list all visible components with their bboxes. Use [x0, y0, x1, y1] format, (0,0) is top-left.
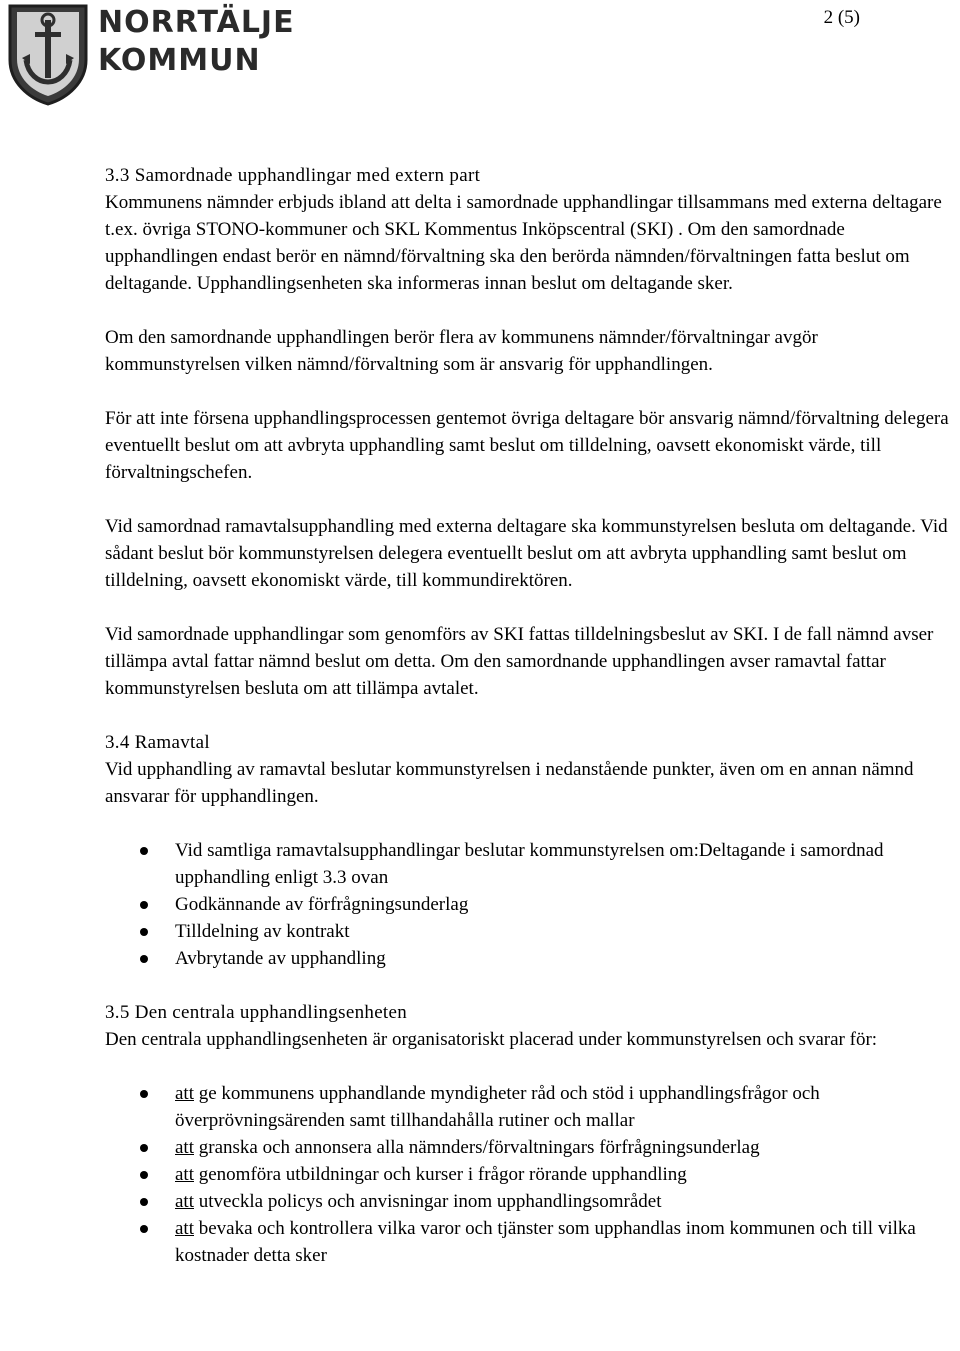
section-heading: 3.3 Samordnade upphandlingar med extern part — [105, 165, 481, 186]
page-number: 2 (5) — [823, 7, 860, 28]
list-item-text: Godkännande av förfrågningsunderlag — [175, 894, 469, 915]
bullet-icon — [140, 928, 148, 936]
list-item — [105, 891, 955, 918]
list-item — [105, 1080, 955, 1134]
list-item — [105, 1161, 955, 1188]
bullet-icon — [140, 1198, 148, 1206]
list-item-text: bevaka och kontrollera vilka varor och tjänster som upphandlas inom kommunen och till vilka kostnader detta sker — [175, 1218, 916, 1266]
coat-of-arms-icon — [4, 2, 92, 106]
list-item-text: genomföra utbildningar och kurser i frågor rörande upphandling — [194, 1164, 687, 1185]
municipality-logo — [4, 2, 295, 106]
bullet-list — [105, 837, 955, 972]
section-heading: 3.5 Den centrala upphandlingsenheten — [105, 1002, 408, 1023]
list-item — [105, 918, 955, 945]
bullet-icon — [140, 1090, 148, 1098]
paragraph: Kommunens nämnder erbjuds ibland att delta i samordnade upphandlingar tillsammans med externa deltagare t.ex. övriga STONO-kommuner och SKL Kommentus Inköpscentral (SKI) . Om den samordnade upphandlingen endast berör en nämnd/förvaltning ska den berörda nämnden/förvaltningen fatta beslut om deltagande. Upphandlingsenheten ska informeras innan beslut om deltagande sker. — [105, 192, 942, 294]
bullet-icon — [140, 847, 148, 855]
list-item — [105, 1188, 955, 1215]
bullet-icon — [140, 1171, 148, 1179]
list-item-text: utveckla policys och anvisningar inom upphandlingsområdet — [194, 1191, 662, 1212]
logo-line-1: NORRTÄLJE — [98, 5, 295, 40]
list-item-text: Tilldelning av kontrakt — [175, 921, 350, 942]
logo-wordmark — [98, 4, 295, 80]
list-item-text: ge kommunens upphandlande myndigheter råd och stöd i upphandlingsfrågor och överprövningsärenden samt tillhandahålla rutiner och mallar — [175, 1083, 820, 1131]
section-3-4 — [105, 729, 955, 972]
bullet-icon — [140, 1144, 148, 1152]
paragraph: Om den samordnande upphandlingen berör flera av kommunens nämnder/förvaltningar avgör kommunstyrelsen vilken nämnd/förvaltning som är ansvarig för upphandlingen. — [105, 327, 818, 375]
paragraph: Den centrala upphandlingsenheten är organisatoriskt placerad under kommunstyrelsen och svarar för: — [105, 1029, 878, 1050]
page-header — [0, 0, 960, 110]
bullet-icon — [140, 955, 148, 963]
logo-line-2: KOMMUN — [98, 43, 261, 78]
list-item-text: Vid samtliga ramavtalsupphandlingar beslutar kommunstyrelsen om:Deltagande i samordnad upphandling enligt 3.3 ovan — [175, 840, 884, 888]
paragraph: Vid upphandling av ramavtal beslutar kommunstyrelsen i nedanstående punkter, även om en annan nämnd ansvarar för upphandlingen. — [105, 759, 914, 807]
att-prefix: att — [175, 1137, 194, 1158]
section-3-3 — [105, 162, 955, 702]
list-item — [105, 945, 955, 972]
paragraph: Vid samordnade upphandlingar som genomförs av SKI fattas tilldelningsbeslut av SKI. I de fall nämnd avser tillämpa avtal fattar nämnd beslut om detta. Om den samordnande upphandlingen avser ramavtal fattar kommunstyrelsen besluta om att tillämpa avtalet. — [105, 624, 934, 699]
bullet-list — [105, 1080, 955, 1269]
list-item-text: Avbrytande av upphandling — [175, 948, 386, 969]
list-item-text: granska och annonsera alla nämnders/förvaltningars förfrågningsunderlag — [194, 1137, 760, 1158]
paragraph: Vid samordnad ramavtalsupphandling med externa deltagare ska kommunstyrelsen besluta om deltagande. Vid sådant beslut bör kommunstyrelsen delegera eventuellt beslut om att avbryta upphandling samt beslut om tilldelning, oavsett ekonomiskt värde, till kommundirektören. — [105, 516, 948, 591]
bullet-icon — [140, 901, 148, 909]
list-item — [105, 1215, 955, 1269]
bullet-icon — [140, 1225, 148, 1233]
document-body — [105, 162, 955, 1296]
list-item — [105, 837, 955, 891]
paragraph: För att inte försena upphandlingsprocessen gentemot övriga deltagare bör ansvarig nämnd/förvaltning delegera eventuellt beslut om att avbryta upphandling samt beslut om tilldelning, oavsett ekonomiskt värde, till förvaltningschefen. — [105, 408, 949, 483]
section-3-5 — [105, 999, 955, 1269]
att-prefix: att — [175, 1083, 194, 1104]
att-prefix: att — [175, 1191, 194, 1212]
list-item — [105, 1134, 955, 1161]
att-prefix: att — [175, 1218, 194, 1239]
section-heading: 3.4 Ramavtal — [105, 732, 210, 753]
att-prefix: att — [175, 1164, 194, 1185]
